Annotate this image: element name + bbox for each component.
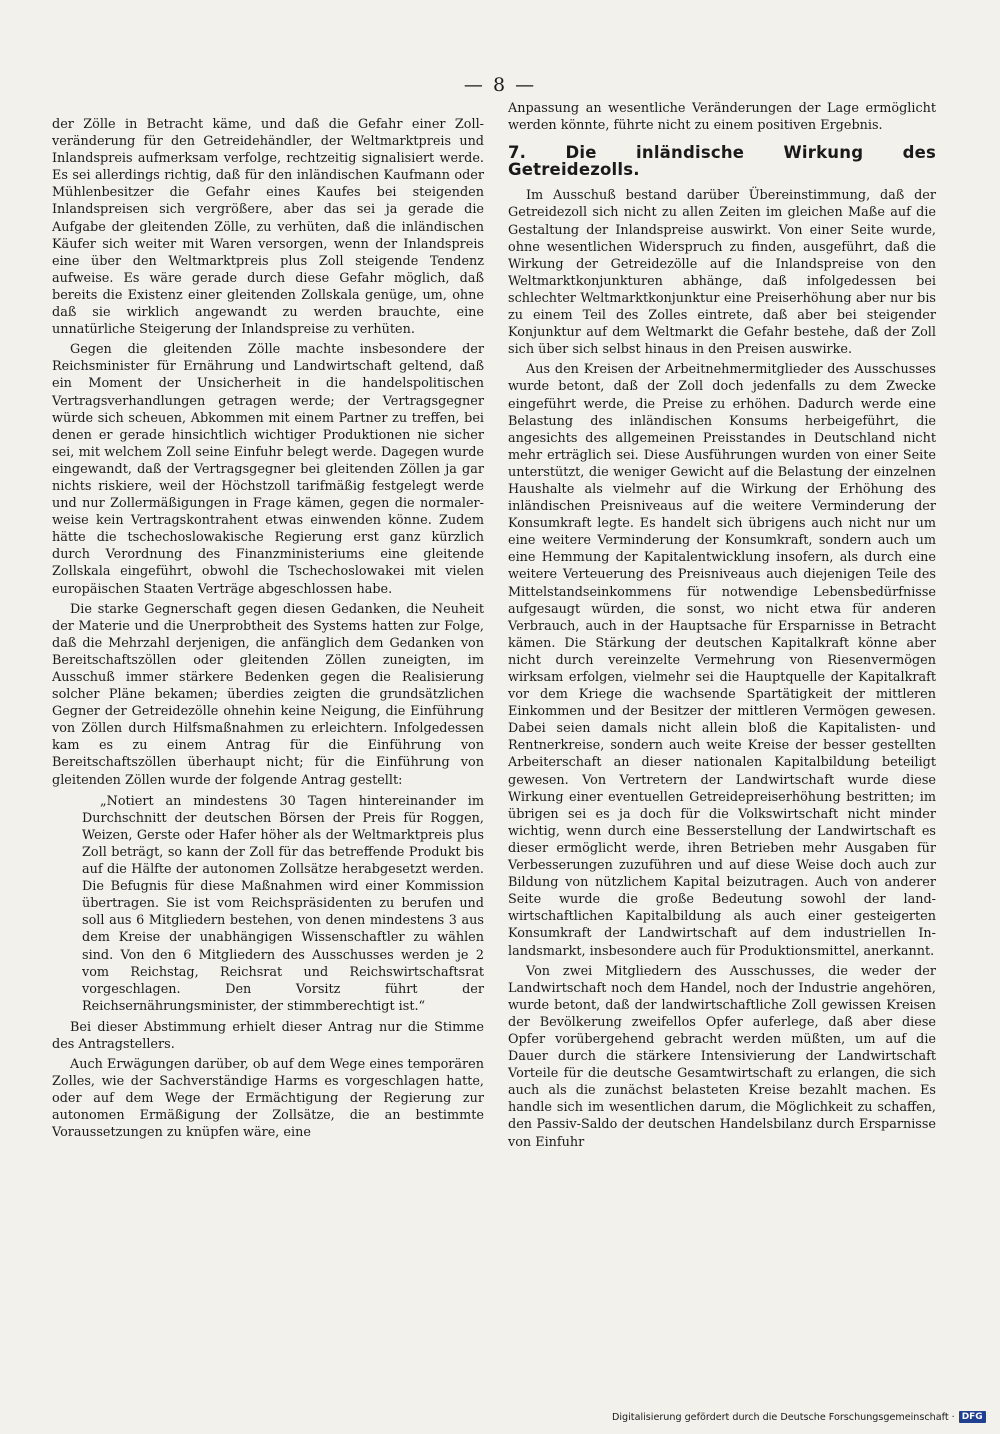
paragraph: Von zwei Mitgliedern des Ausschusses, die weder der Landwirtschaft noch dem Handel, noch der Industrie angehören, wurde betont, daß der landwirtschaftliche Zoll gewissen Kreisen der Bevölkerung zweifellos Opfer auferlege, daß aber diese Opfer vorübergehend gebracht werden müßten, um auf die Dauer durch die stärkere Intensivierung der Landwirtschaft Vorteile für die deutsche Gesamtwirtschaft zu erlangen, die sich auch als die zunächst belasteten Kreise bezahlt machen. Es handle sich im wesentlichen darum, die Möglichkeit zu schaffen, den Passiv-Saldo der deutschen Handelsbilanz durch Ersparnisse von Einfuhr [508,963,936,1150]
block-quote: „Notiert an mindestens 30 Tagen hintereinander im Durchschnitt der deutschen Börsen der Preis für Roggen, Weizen, Gerste oder Hafer höher als der Weltmarktpreis plus Zoll beträgt, so kann der Zoll für das betreffende Produkt bis auf die Hälfte der autonomen Zollsätze herabgesetzt werden. Die Befugnis für diese Maßnahmen wird einer Kommission übertragen. Sie ist vom Reichspräsidenten zu berufen und soll aus 6 Mitgliedern bestehen, von denen mindestens 3 aus dem Kreise der unabhängigen Wissenschaftler zu wählen sind. Von den 6 Mitgliedern des Ausschusses werden je 2 vom Reichstag, Reichsrat und Reichswirtschaftsrat vorgeschlagen. Den Vorsitz führt der Reichsernährungsminister, der stimmberechtigt ist.“ [82,793,484,1014]
right-column [508,100,936,1154]
left-column [52,116,484,1145]
dfg-logo: DFG [959,1411,986,1423]
paragraph: Auch Erwägungen darüber, ob auf dem Wege eines temporären Zolles, wie der Sachverständige Harms es vorgeschlagen hatte, oder auf dem Wege der Ermächtigung der Regierung zur autonomen Ermäßigung der Zollsätze, die an bestimmte Voraussetzungen zu knüpfen wäre, eine [52,1057,484,1141]
paragraph: Anpassung an wesentliche Veränderungen der Lage ermöglicht werden könnte, führte nicht zu einem positiven Ergebnis. [508,101,936,134]
paragraph: der Zölle in Betracht käme, und daß die Gefahr einer Zollveränderung für den Getreidehändler, der Weltmarktpreis und Inlandspreis aufmerksam verfolge, rechtzeitig signalisiert werde. Es sei allerdings richtig, daß für den inländischen Kaufmann oder Mühlenbesitzer die Gefahr eines Kaufes bei steigenden Inlandspreisen sich vergrößere, aber das sei ja gerade die Aufgabe der gleitenden Zölle, zu verhüten, daß die inländischen Käufer sich weiter mit Waren versorgen, wenn der Inlandspreis eine über den Weltmarktpreis plus Zoll steigende Tendenz aufweise. Es wäre gerade durch diese Gefahr möglich, daß bereits die Existenz einer gleitenden Zollskala genüge, um, ohne daß sie wirklich angewandt zu werden brauchte, eine unnatürliche Steigerung der Inlandspreise zu verhüten. [52,117,484,338]
digitization-footer [612,1411,992,1423]
footer-text: Digitalisierung gefördert durch die Deutsche Forschungsgemeinschaft · [612,1411,955,1423]
paragraph: Gegen die gleitenden Zölle machte insbesondere der Reichsminister für Ernährung und Landwirtschaft geltend, daß ein Moment der Unsicherheit in die handelspolitischen Vertragsverhandlungen getragen werde; der Vertragsgegner würde sich scheuen, Abkommen mit einem Partner zu treffen, bei denen er gerade hinsichtlich wichtiger Produktionen nie sicher sei, mit welchem Zoll seine Einfuhr belegt werde. Dagegen wurde eingewandt, daß der Vertragsgegner bei gleitenden Zöllen ja gar nichts riskiere, weil der Höchstzoll tarifmäßig festgelegt werde und nur Zollermäßigungen in Frage kämen, gegen die normalerweise kein Vertragskontrahent etwas einwenden könne. Zudem hätte die tschechoslowakische Regierung erst ganz kürzlich durch Verordnung des Finanzministeriums eine gleitende Zollskala eingeführt, obwohl die Tschechoslowakei mit vielen europäischen Staaten Verträge abgeschlossen habe. [52,342,484,597]
paragraph: Die starke Gegnerschaft gegen diesen Gedanken, die Neuheit der Materie und die Unerprobtheit des Systems hatten zur Folge, daß die Mehrzahl derjenigen, die anfänglich dem Gedanken von Bereitschaftszöllen oder gleitenden Zöllen zuneigten, im Ausschuß immer stärkere Bedenken gegen die Realisierung solcher Pläne bekamen; überdies zeigten die grundsätzlichen Gegner der Getreidezölle ohnehin keine Neigung, die Einführung von Zöllen durch Hilfsmaßnahmen zu erleichtern. Infolgedessen kam es zu einem Antrag für die Einführung von Bereitschaftszöllen überhaupt nicht; für die Einführung von gleitenden Zöllen wurde der folgende Antrag gestellt: [52,601,484,788]
paragraph: Im Ausschuß bestand darüber Übereinstimmung, daß der Getreidezoll sich nicht zu allen Zeiten im gleichen Maße auf die Gestaltung der Inlandspreise auswirkt. Von einer Seite wurde, ohne wesentlichen Widerspruch zu finden, ausgeführt, daß die Wirkung der Getreidezölle auf die Inlandspreise von den Weltmarktkonjunkturen abhänge, daß infolgedessen bei schlechter Weltmarktkonjunktur eine Preiserhöhung aber nur bis zu einem Teil des Zolles eintrete, daß aber bei steigender Konjunktur auf dem Weltmarkt die Gefahr bestehe, daß der Zoll sich über sich selbst hinaus in den Preisen auswirke. [508,188,936,358]
page-number: — 8 — [463,74,537,96]
paragraph: Bei dieser Abstimmung erhielt dieser Antrag nur die Stimme des Antragstellers. [52,1019,484,1052]
section-heading: 7. Die inländische Wirkung des Getreidezolls. [508,143,936,180]
paragraph: Aus den Kreisen der Arbeitnehmermitglieder des Ausschusses wurde betont, daß der Zoll doch jedenfalls zu dem Zwecke eingeführt werde, die Preise zu erhöhen. Dadurch werde eine Belastung des inländischen Konsums herbeigeführt, die angesichts des allgemeinen Preisstandes in Deutschland nicht mehr erträglich sei. Diese Ausführungen wurden von einer Seite unterstützt, die weniger Gewicht auf die Belastung der einzelnen Haushalte als vielmehr auf die Wirkung der Erhöhung des inländischen Preisniveaus auf die weitere Verminderung der Konsumkraft legte. Es handelt sich übrigens auch nicht nur um eine weitere Verminderung der Konsumkraft, sondern auch um eine Hemmung der Kapitalentwicklung insofern, als durch eine weitere Verteuerung des Preisniveaus auch diejenigen Teile des Mittelstandseinkommens für notwendige Lebensbedürfnisse aufgesaugt würden, die sonst, wo nicht etwa für anderen Verbrauch, auch in der Hauptsache für Ersparnisse in Betracht kämen. Die Stärkung der deutschen Kapitalkraft könne aber nicht durch vereinzelte Vermehrung von Riesenvermögen wirksam erfolgen, vielmehr sei die Hauptquelle der Kapitalkraft vor dem Kriege die wachsende Spartätigkeit der mittleren Einkommen und der Besitzer der mittleren Vermögen gewesen. Dabei seien damals nicht allein bloß die Kapitalisten- und Rentnerkreise, sondern auch weite Kreise der besser gestellten Arbeiterschaft an dieser nationalen Kapitalbildung beteiligt gewesen. Von Vertretern der Landwirtschaft wurde diese Wirkung einer eventuellen Getreidepreiserhöhung bestritten; im übrigen sei es ja doch für die Volkswirtschaft nicht minder wichtig, wenn durch eine Besserstellung der Landwirtschaft es dieser ermöglicht werde, ihren Betrieben mehr Ausgaben für Verbesserungen zuzuführen und auf diese Weise doch auch zur Bildung von nützlichem Kapital beizutragen. Auch von anderer Seite wurde die große Bedeutung sowohl der landwirtschaftlichen Kapitalbildung als auch einer gesteigerten Konsumkraft der Landwirtschaft auf dem industriellen Inlandsmarkt, insbesondere auch für Produktionsmittel, anerkannt. [508,362,936,959]
